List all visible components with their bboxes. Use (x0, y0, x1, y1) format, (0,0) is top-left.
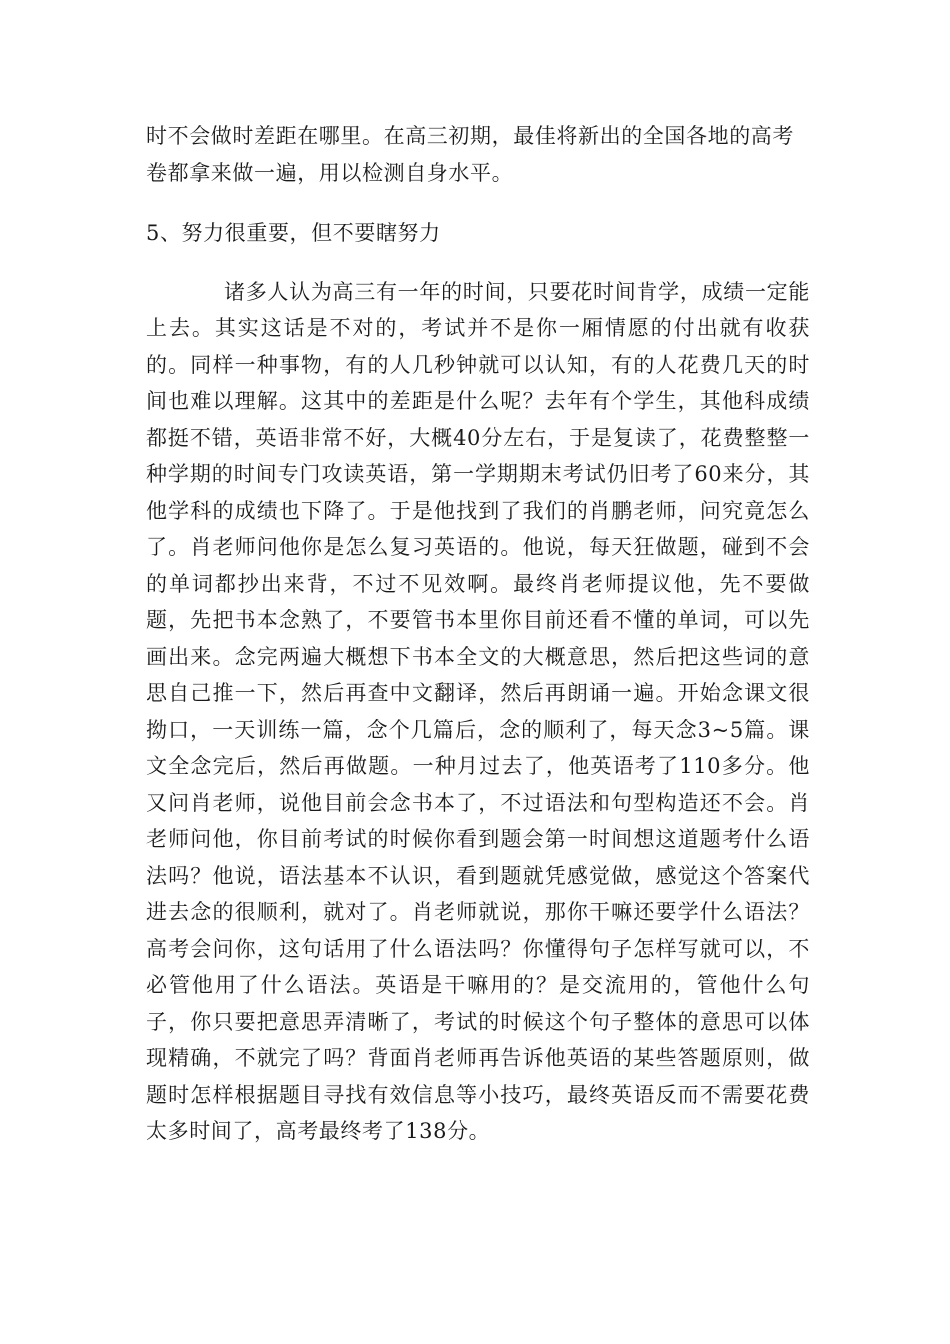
document-body (146, 118, 810, 1150)
paragraph-continuation: 时不会做时差距在哪里。在高三初期，最佳将新出的全国各地的高考卷都拿来做一遍，用以检测自身水平。 (146, 124, 794, 185)
section-heading: 5、努力很重要，但不要瞎努力 (146, 221, 441, 245)
paragraph-body: 诸多人认为高三有一年的时间，只要花时间肯学，成绩一定能上去。其实这话是不对的，考试并不是你一厢情愿的付出就有收获的。同样一种事物，有的人几秒钟就可以认知，有的人花费几天的时间也难以理解。这其中的差距是什么呢？去年有个学生，其他科成绩都挺不错，英语非常不好，大概40分左右，于是复读了，花费整整一种学期的时间专门攻读英语，第一学期期末考试仍旧考了60来分，其他学科的成绩也下降了。于是他找到了我们的肖鹏老师，问究竟怎么了。肖老师问他你是怎么复习英语的。他说，每天狂做题，碰到不会的单词都抄出来背，不过不见效啊。最终肖老师提议他，先不要做题，先把书本念熟了，不要管书本里你目前还看不懂的单词，可以先画出来。念完两遍大概想下书本全文的大概意思，然后把这些词的意思自己推一下，然后再查中文翻译，然后再朗诵一遍。开始念课文很拗口，一天训练一篇，念个几篇后，念的顺利了，每天念3~5篇。课文全念完后，然后再做题。一种月过去了，他英语考了110多分。他又问肖老师，说他目前会念书本了，不过语法和句型构造还不会。肖老师问他，你目前考试的时候你看到题会第一时间想这道题考什么语法吗？他说，语法基本不认识，看到题就凭感觉做，感觉这个答案代进去念的很顺利，就对了。肖老师就说，那你干嘛还要学什么语法？高考会问你，这句话用了什么语法吗？你懂得句子怎样写就可以，不必管他用了什么语法。英语是干嘛用的？是交流用的，管他什么句子，你只要把意思弄清晰了，考试的时候这个句子整体的意思可以体现精确，不就完了吗？背面肖老师再告诉他英语的某些答题原则，做题时怎样根据题目寻找有效信息等小技巧，最终英语反而不需要花费太多时间了，高考最终考了138分。 (146, 279, 810, 1143)
